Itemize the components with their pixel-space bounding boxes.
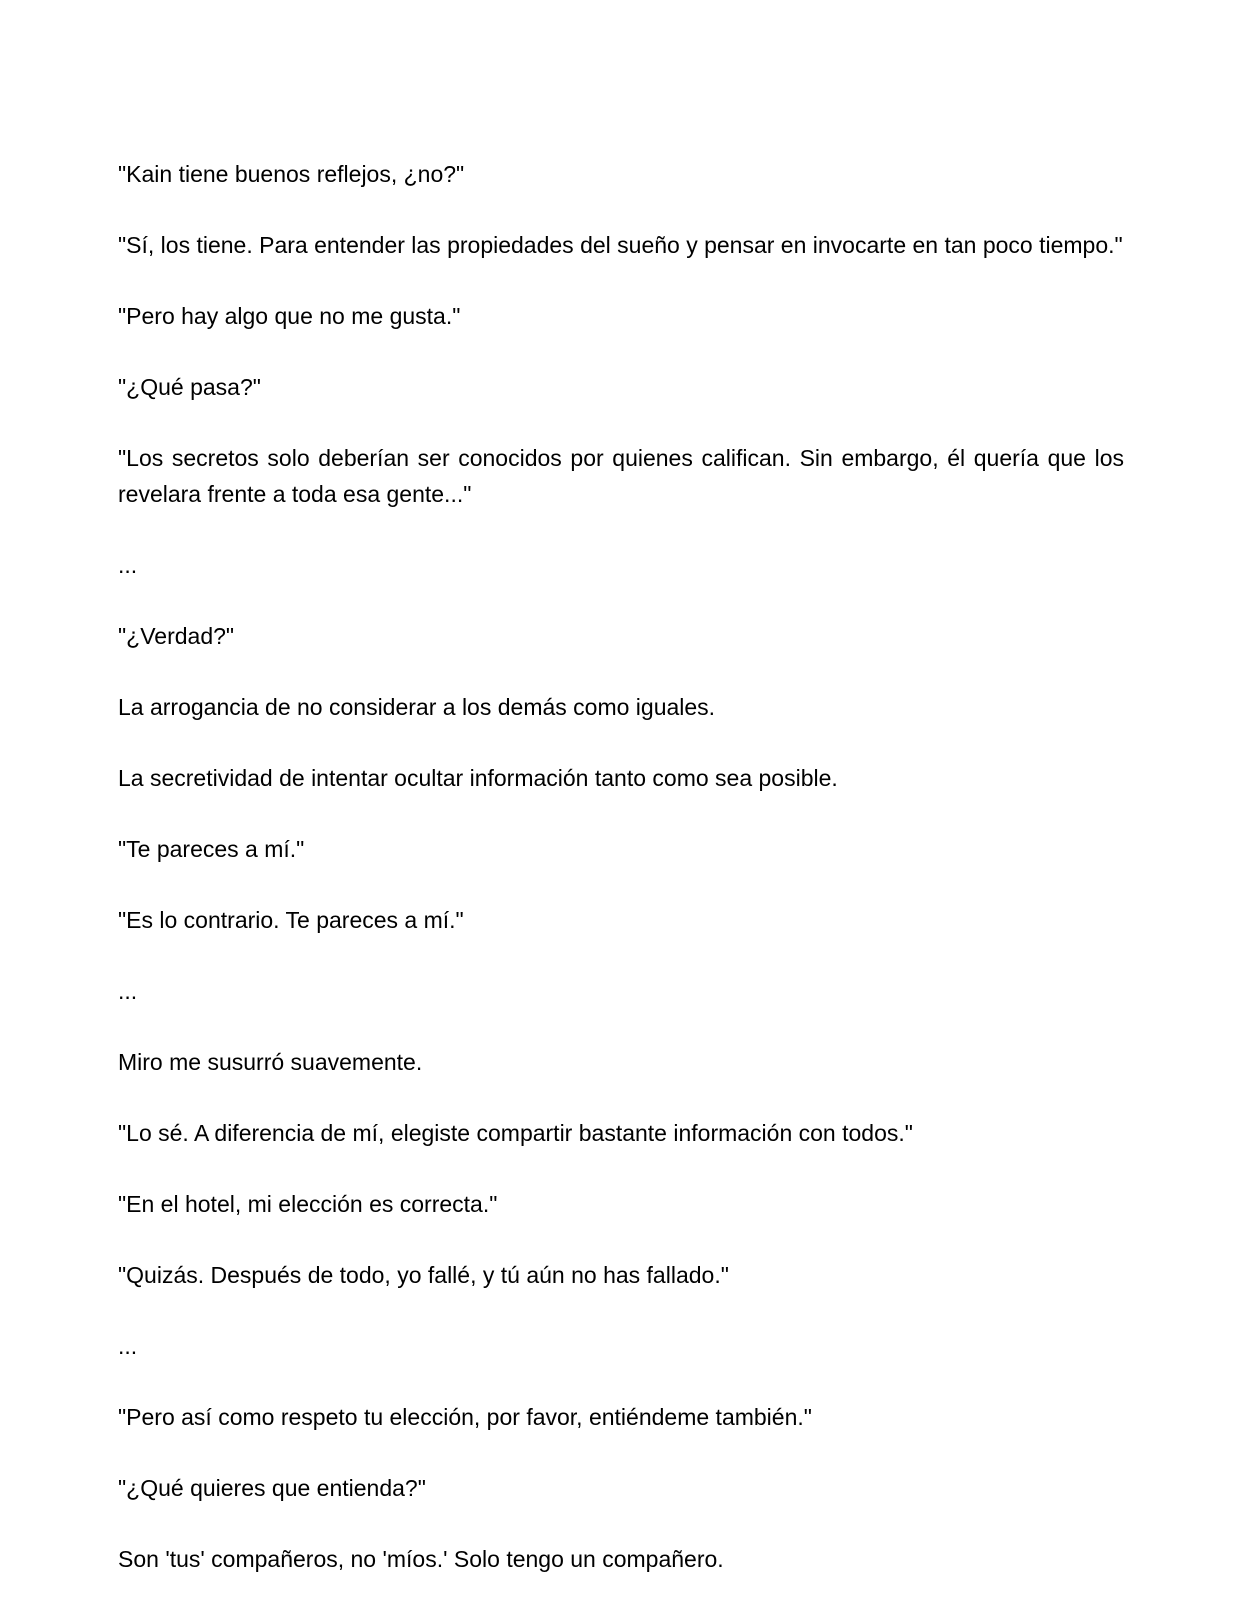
- scene-break: ...: [118, 978, 138, 1004]
- paragraph: "Los secretos solo deberían ser conocidos por quienes califican. Sin embargo, él quería que los revelara frente a toda esa gente...": [118, 445, 1131, 507]
- paragraph: La secretividad de intentar ocultar información tanto como sea posible.: [118, 765, 838, 791]
- scene-break: ...: [118, 552, 138, 578]
- paragraph: "¿Verdad?": [118, 623, 235, 649]
- paragraph: "Quizás. Después de todo, yo fallé, y tú aún no has fallado.": [118, 1262, 729, 1288]
- paragraph: "¿Qué pasa?": [118, 374, 261, 400]
- paragraph: "¿Qué quieres que entienda?": [118, 1475, 426, 1501]
- paragraph: La arrogancia de no considerar a los demás como iguales.: [118, 694, 716, 720]
- paragraph: "Te pareces a mí.": [118, 836, 305, 862]
- paragraph: Son 'tus' compañeros, no 'míos.' Solo tengo un compañero.: [118, 1546, 724, 1572]
- paragraph: "Es lo contrario. Te pareces a mí.": [118, 907, 464, 933]
- scene-break: ...: [118, 1333, 138, 1359]
- paragraph: "Pero hay algo que no me gusta.": [118, 303, 461, 329]
- paragraph: "Sí, los tiene. Para entender las propiedades del sueño y pensar en invocarte en tan poco tiempo.": [118, 232, 1123, 258]
- document-body: [118, 156, 1131, 1612]
- paragraph: "Pero así como respeto tu elección, por favor, entiéndeme también.": [118, 1404, 812, 1430]
- paragraph: "En el hotel, mi elección es correcta.": [118, 1191, 498, 1217]
- paragraph: Miro me susurró suavemente.: [118, 1049, 423, 1075]
- paragraph: "Lo sé. A diferencia de mí, elegiste compartir bastante información con todos.": [118, 1120, 913, 1146]
- paragraph: "Kain tiene buenos reflejos, ¿no?": [118, 161, 465, 187]
